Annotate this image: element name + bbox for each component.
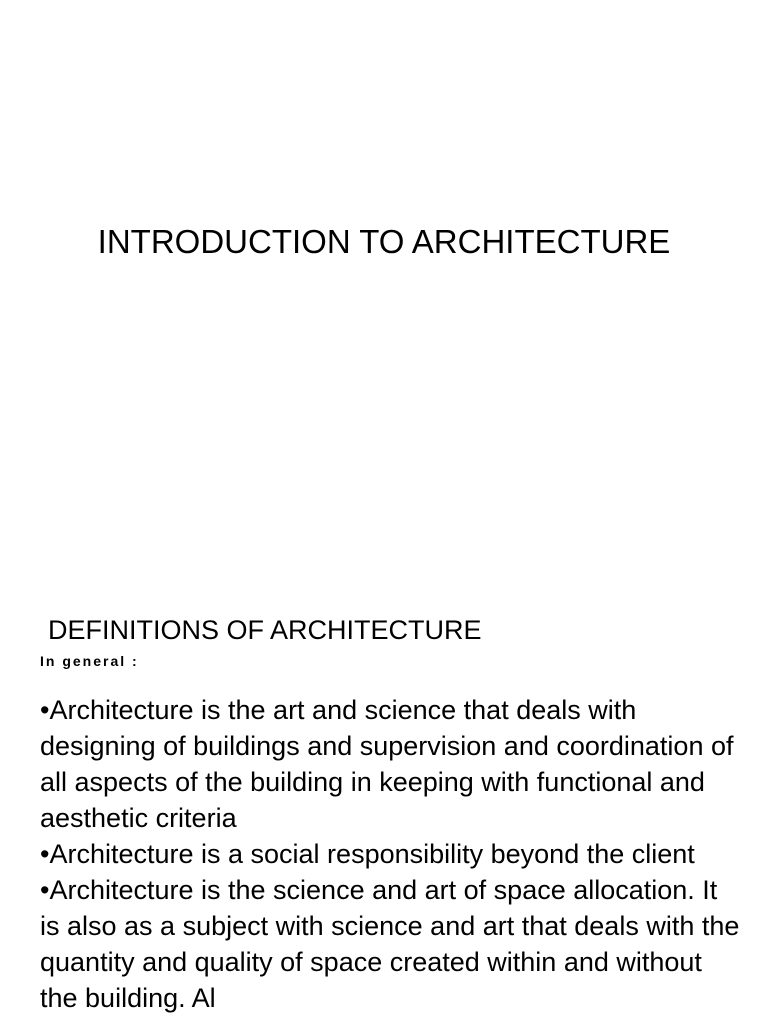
definition-text: Architecture is a social responsibility beyond the client xyxy=(49,839,695,869)
bullet-icon: • xyxy=(40,695,50,725)
definitions-list xyxy=(40,692,740,1016)
slide-definitions xyxy=(0,596,768,1024)
presentation-title: INTRODUCTION TO ARCHITECTURE xyxy=(97,223,671,260)
definition-item xyxy=(40,872,740,1016)
definition-text: Architecture is the science and art of space allocation. It is also as a subject with science and art that deals with the quantity and quality of space created within and without the building. Al xyxy=(40,875,740,1013)
bullet-icon: • xyxy=(40,875,50,905)
bullet-icon: • xyxy=(40,839,50,869)
subheading-in-general: In general : xyxy=(40,653,139,669)
definition-item xyxy=(40,692,740,836)
definition-item xyxy=(40,836,740,872)
definition-text: Architecture is the art and science that deals with designing of buildings and supervision and coordination of all aspects of the building in keeping with functional and aesthetic criteria xyxy=(40,695,734,833)
section-heading: DEFINITIONS OF ARCHITECTURE xyxy=(48,615,482,645)
